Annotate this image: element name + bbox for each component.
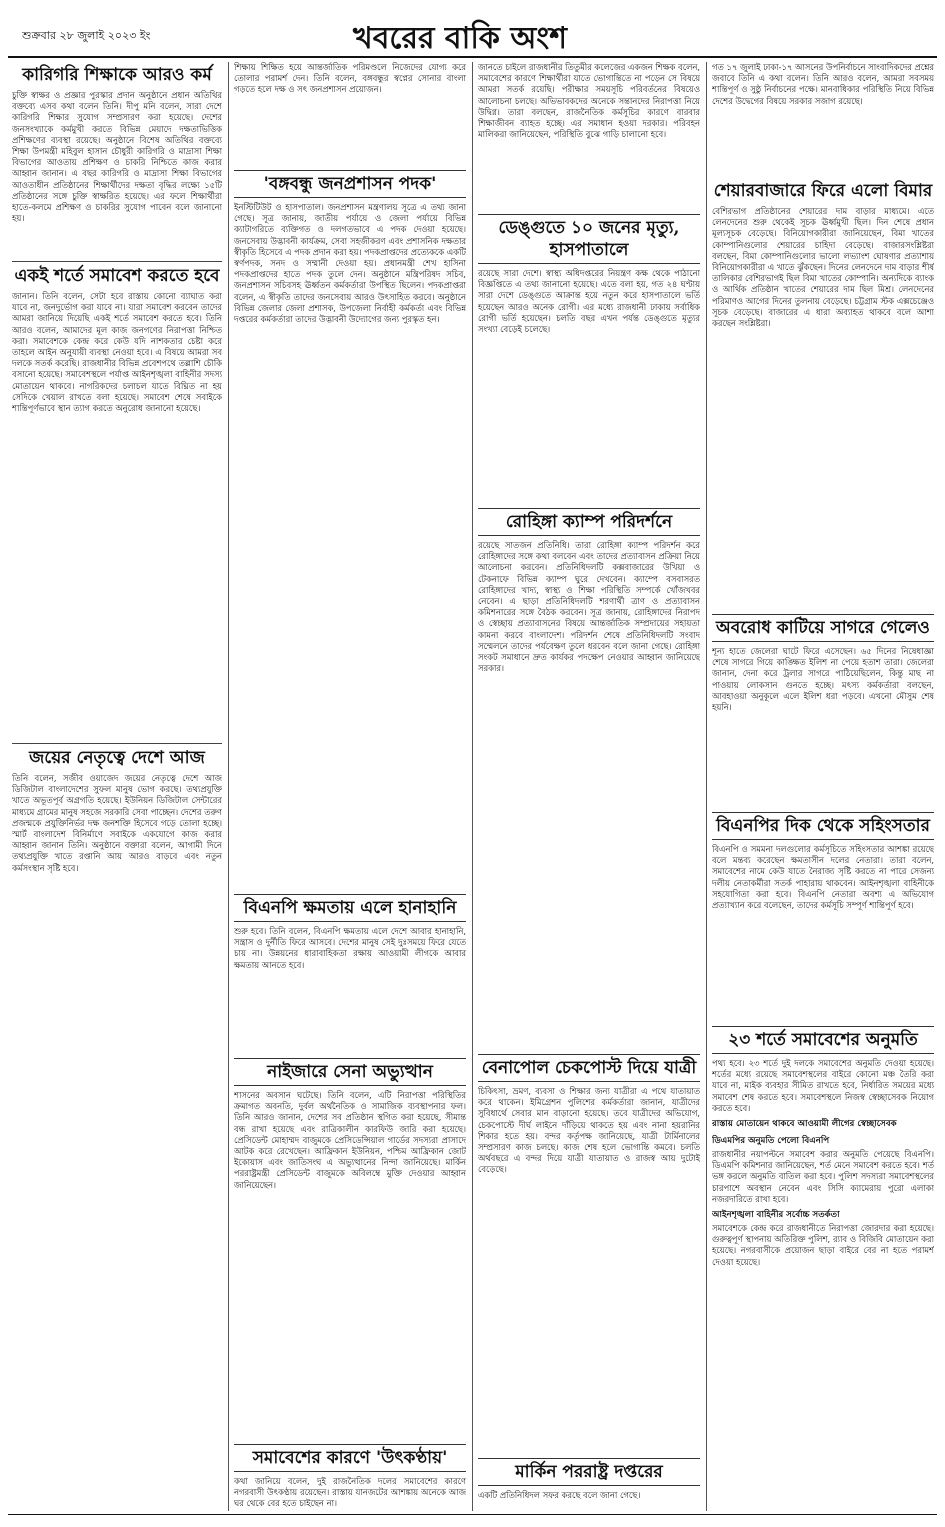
article-body: বেশিরভাগ প্রতিষ্ঠানের শেয়ারের দাম বাড়ার মাধ্যমে। এতে লেনদেনের শুরু থেকেই সূচক ঊর্ধ্বমুখী ছিল। দিন শেষে প্রধান মূল্যসূচক বেড়েছে। বিনিয়োগকারীরা জানিয়েছেন, বিমা খাতের কোম্পানিগুলোর শেয়ারের চাহিদা বেড়েছে। বাজারসংশ্লিষ্টরা বলছেন, বিমা কোম্পানিগুলোর ভালো লভ্যাংশ ঘোষণার প্রত্যাশায় বিনিয়োগকারীরা এ খাতে ঝুঁকছেন। দিনের লেনদেনে দাম বাড়ার শীর্ষ তালিকার বেশিরভাগই ছিল বিমা খাতের কোম্পানি। অন্যদিকে ব্যাংক ও আর্থিক প্রতিষ্ঠান খাতের শেয়ারের দাম ছিল মিশ্র। লেনদেনের পরিমাণও আগের দিনের তুলনায় বেড়েছে। চট্টগ্রাম স্টক এক্সচেঞ্জেও সূচক বেড়েছে। বাজারের এ ধারা অব্যাহত থাকবে বলে আশা করছেন সংশ্লিষ্টরা।	[712, 206, 934, 329]
headline: কারিগরি শিক্ষাকে আরও কর্ম	[22, 65, 212, 85]
article-body: তিনি বলেন, সজীব ওয়াজেদ জয়ের নেতৃত্বে দেশে আজ ডিজিটাল বাংলাদেশের সুফল মানুষ ভোগ করছে। তথ্যপ্রযুক্তি খাতে অভূতপূর্ব অগ্রগতি হয়েছে। ইউনিয়ন ডিজিটাল সেন্টারের মাধ্যমে গ্রামের মানুষ সহজে সরকারি সেবা পাচ্ছেন। দেশের তরুণ প্রজন্মকে প্রযুক্তিনির্ভর দক্ষ জনশক্তি হিসেবে গড়ে তোলা হচ্ছে। স্মার্ট বাংলাদেশ বিনির্মাণে সবাইকে একযোগে কাজ করার আহ্বান জানান তিনি। অনুষ্ঠানে বক্তারা বলেন, আগামী দিনে তথ্যপ্রযুক্তি খাতে রপ্তানি আয় আরও বাড়বে এবং নতুন কর্মসংস্থান সৃষ্টি হবে।	[12, 773, 222, 873]
newspaper-logo	[820, 4, 935, 54]
article-karigori	[12, 62, 222, 252]
article-continuation	[712, 62, 934, 174]
article-body: জানান। তিনি বলেন, সেটা হবে রাস্তায় কোনো ব্যাঘাত করা যাবে না, জনদুর্ভোগ করা যাবে না। যারা সমাবেশ করবেন তাদের আমরা জানিয়ে দিয়েছি একই শর্তে সমাবেশ করতে হবে। তিনি আরও বলেন, আমাদের মূল কাজ জনগণের নিরাপত্তা নিশ্চিত করা। সমাবেশকে কেন্দ্র করে কেউ যদি নাশকতার চেষ্টা করে তাহলে আইন অনুযায়ী ব্যবস্থা নেওয়া হবে। এ বিষয়ে আমরা সব দলকে সতর্ক করেছি। রাজধানীর বিভিন্ন প্রবেশপথে তল্লাশি চৌকি বসানো হয়েছে। সমাবেশস্থলে পর্যাপ্ত আইনশৃঙ্খলা বাহিনীর সদস্য মোতায়েন থাকবে। নাগরিকদের চলাচল যাতে বিঘ্নিত না হয় সেদিকে খেয়াল রাখতে বলা হয়েছে। সমাবেশ শেষে সবাইকে শান্তিপূর্ণভাবে স্থান ত্যাগ করতে অনুরোধ জানানো হয়েছে।	[12, 291, 222, 414]
headline: বিএনপি ক্ষমতায় এলে হানাহানি	[234, 894, 466, 922]
headline: শেয়ারবাজারে ফিরে এলো বিমার	[713, 181, 933, 201]
article-continuation	[478, 62, 700, 208]
headline: একই শর্তে সমাবেশ করতে হবে	[14, 266, 220, 286]
column-2	[234, 62, 466, 1511]
column-3	[478, 62, 700, 1511]
headline: বেনাপোল চেকপোস্ট দিয়ে যাত্রী	[478, 1054, 700, 1082]
headline: জয়ের নেতৃত্বে দেশে আজ	[29, 748, 205, 768]
masthead-rule	[8, 56, 937, 58]
headline: ডেঙ্গুতে ১০ জনের মৃত্যু, হাসপাতালে	[478, 214, 700, 264]
article-dengue	[478, 212, 700, 502]
article-body: একটি প্রতিনিধিদল সফর করছে বলে জানা গেছে।	[478, 1490, 641, 1500]
article-body: রয়েছে সাতজন প্রতিনিধি। তারা রোহিঙ্গা ক্যাম্প পরিদর্শন করে রোহিঙ্গাদের সঙ্গে কথা বলবেন এবং তাদের প্রত্যাবাসন প্রক্রিয়া নিয়ে আলোচনা করবেন। প্রতিনিধিদলটি কক্সবাজারের উখিয়া ও টেকনাফে বিভিন্ন ক্যাম্প ঘুরে দেখবেন। ক্যাম্পে বসবাসরত রোহিঙ্গাদের খাদ্য, স্বাস্থ্য ও শিক্ষা পরিস্থিতি সম্পর্কে খোঁজখবর নেবেন। এ ছাড়া প্রতিনিধিদলটি শরণার্থী ত্রাণ ও প্রত্যাবাসন কমিশনারের সঙ্গে বৈঠক করবেন। সূত্র জানায়, রোহিঙ্গাদের নিরাপদ ও স্বেচ্ছায় প্রত্যাবাসনের বিষয়ে আন্তর্জাতিক সম্প্রদায়ের সহায়তা কামনা করবে বাংলাদেশ। পরিদর্শন শেষে প্রতিনিধিদলটি সংবাদ সম্মেলনে তাদের পর্যবেক্ষণ তুলে ধরবেন বলে জানা গেছে। রোহিঙ্গা সংকট সমাধানে দ্রুত কার্যকর পদক্ষেপ নেওয়ার আহ্বান জানিয়েছে সরকার।	[478, 540, 700, 674]
article-benapole	[478, 1052, 700, 1452]
subheading: রাস্তায় মোতায়েন থাকবে আওয়ামী লীগের স্বেচ্ছাসেবক	[712, 1119, 897, 1130]
headline: ২৩ শর্তে সমাবেশের অনুমতি	[712, 1026, 934, 1054]
article-samabesh-shorte	[12, 258, 222, 736]
article-continuation	[234, 62, 466, 166]
article-23-conditions	[712, 1024, 934, 1510]
headline: মার্কিন পররাষ্ট্র দপ্তরের	[478, 1458, 700, 1486]
article-body: রাজধানীর নয়াপল্টনে সমাবেশ করার অনুমতি পেয়েছে বিএনপি। ডিএমপি কমিশনার জানিয়েছেন, শর্ত মেনে সমাবেশ করতে হবে। শর্ত ভঙ্গ করলে অনুমতি বাতিল করা হবে। পুলিশ সদস্যরা সমাবেশস্থলের চারপাশে অবস্থান নেবেন এবং সিসি ক্যামেরায় পুরো এলাকা নজরদারিতে রাখা হবে।	[712, 1149, 934, 1204]
page-date: শুক্রবার ২৮ জুলাই ২০২৩ ইং	[22, 29, 151, 42]
masthead	[0, 0, 945, 56]
headline: সমাবেশের কারণে 'উৎকণ্ঠায়'	[234, 1444, 466, 1472]
article-body: রয়েছে সারা দেশে। স্বাস্থ্য অধিদপ্তরের নিয়ন্ত্রণ কক্ষ থেকে পাঠানো বিজ্ঞপ্তিতে এ তথ্য জানানো হয়েছে। এতে বলা হয়, গত ২৪ ঘণ্টায় সারা দেশে ডেঙ্গুতে আক্রান্ত হয়ে নতুন করে হাসপাতালে ভর্তি হয়েছেন আরও অনেক রোগী। এর মধ্যে রাজধানী ঢাকায় সর্বাধিক রোগী ভর্তি হয়েছেন। চলতি বছর এখন পর্যন্ত ডেঙ্গুতে মৃত্যুর সংখ্যা বেড়েই চলেছে।	[478, 268, 700, 335]
article-jonoproshason-podok	[234, 168, 466, 840]
article-body: শাসনের অবসান ঘটেছে। তিনি বলেন, এটি নিরাপত্তা পরিস্থিতির ক্রমাগত অবনতি, দুর্বল অর্থনৈতিক ও সামাজিক ব্যবস্থাপনার ফল। তিনি আরও জানান, দেশের সব প্রতিষ্ঠান স্থগিত করা হয়েছে, সীমান্ত বন্ধ রাখা হয়েছে এবং রাত্রিকালীন কারফিউ জারি করা হয়েছে। প্রেসিডেন্ট মোহাম্মদ বাজুমকে প্রেসিডেন্সিয়াল গার্ডের সদস্যরা প্রাসাদে আটক করে রেখেছেন। আফ্রিকান ইউনিয়ন, পশ্চিম আফ্রিকান জোট ইকোয়াস এবং জাতিসংঘ এ অভ্যুত্থানের নিন্দা জানিয়েছে। মার্কিন পররাষ্ট্রমন্ত্রী প্রেসিডেন্ট বাজুমকে অবিলম্বে মুক্তি দেওয়ার আহ্বান জানিয়েছেন।	[234, 1090, 466, 1190]
article-body: শিক্ষায় শিক্ষিত হয়ে আন্তর্জাতিক পরিমণ্ডলে নিজেদের যোগ্য করে তোলার পরামর্শ দেন। তিনি বলেন, বঙ্গবন্ধুর স্বপ্নের সোনার বাংলা গড়তে হলে দক্ষ ও সৎ জনপ্রশাসন প্রয়োজন।	[234, 62, 466, 95]
article-body: চুক্তি স্বাক্ষর ও প্রজ্ঞার পুরস্কার প্রদান অনুষ্ঠানে প্রধান অতিথির বক্তব্যে এসব কথা বলেন তিনি। দীপু মনি বলেন, সারা দেশে কারিগরি শিক্ষার সুযোগ সম্প্রসারণ করা হয়েছে। দেশের জনসংখ্যাকে কর্মমুখী করতে বিভিন্ন মেয়াদে দক্ষতাভিত্তিক প্রশিক্ষণের ব্যবস্থা রয়েছে। অনুষ্ঠানে বিশেষ অতিথির বক্তব্যে শিক্ষা উপমন্ত্রী মহিবুল হাসান চৌধুরী কারিগরি ও মাদ্রাসা শিক্ষা বিভাগের আওতায় প্রশিক্ষণ ও চাকরি নিশ্চিতে কাজ করার আহ্বান জানান। এ বছর কারিগরি ও মাদ্রাসা শিক্ষা বিভাগের আওতাধীন প্রতিষ্ঠানের শিক্ষার্থীদের দক্ষতা বৃদ্ধির লক্ষ্যে ১৫টি প্রতিষ্ঠানের সঙ্গে চুক্তি স্বাক্ষরিত হয়েছে। এর ফলে শিক্ষার্থীরা হাতে-কলমে প্রশিক্ষণ ও চাকরির সুযোগ পাবেন বলে জানানো হয়।	[12, 90, 222, 224]
article-body: কথা জানিয়ে বলেন, দুই রাজনৈতিক দলের সমাবেশের কারণে নগরবাসী উৎকণ্ঠায় রয়েছেন। রাস্তায় যানজটের আশঙ্কায় অনেকে আজ ঘর থেকে বের হতে চাইছেন না।	[234, 1476, 466, 1509]
headline: রোহিঙ্গা ক্যাম্প পরিদর্শনে	[478, 508, 700, 536]
article-utkontha	[234, 1442, 466, 1510]
divider	[12, 261, 222, 262]
headline: নাইজারে সেনা অভ্যুত্থান	[234, 1058, 466, 1086]
section-title: খবরের বাকি অংশ	[353, 21, 567, 56]
article-us-state-dept	[478, 1456, 700, 1510]
article-body: পথ্য হবে। ২৩ শর্তে দুই দলকে সমাবেশের অনুমতি দেওয়া হয়েছে। শর্তের মধ্যে রয়েছে সমাবেশস্থলের বাইরে কোনো মঞ্চ তৈরি করা যাবে না, মাইক ব্যবহার সীমিত রাখতে হবে, নির্ধারিত সময়ের মধ্যে সমাবেশ শেষ করতে হবে। সমাবেশস্থলে নিজস্ব স্বেচ্ছাসেবক নিয়োগ করতে হবে।	[712, 1058, 934, 1113]
article-body: জানতে চাইলে রাজধানীর তিতুমীর কলেজের একজন শিক্ষক বলেন, সমাবেশের কারণে শিক্ষার্থীরা যাতে ভোগান্তিতে না পড়েন সে বিষয়ে আমরা সতর্ক রয়েছি। পরীক্ষার সময়সূচি পরিবর্তনের বিষয়েও আলোচনা চলছে। অভিভাবকদের অনেকে সন্তানদের নিরাপত্তা নিয়ে উদ্বিগ্ন। তারা বলছেন, রাজনৈতিক কর্মসূচির কারণে বারবার শিক্ষাজীবন ব্যাহত হচ্ছে। এর সমাধান হওয়া দরকার। পরিবহন মালিকরা জানিয়েছেন, পরিস্থিতি বুঝে গাড়ি চালানো হবে।	[478, 62, 700, 140]
article-bnp-sohingsota	[712, 810, 934, 1020]
article-share-market	[712, 178, 934, 608]
article-body: শুরু হবে। তিনি বলেন, বিএনপি ক্ষমতায় এলে দেশে আবার হানাহানি, সন্ত্রাস ও দুর্নীতি ফিরে আসবে। দেশের মানুষ সেই দুঃসময়ে ফিরে যেতে চায় না। উন্নয়নের ধারাবাহিকতা রক্ষায় আওয়ামী লীগকে আবার ক্ষমতায় আনতে হবে।	[234, 926, 466, 970]
article-niger	[234, 1056, 466, 1440]
article-body: ইনস্টিটিউট ও হাসপাতাল। জনপ্রশাসন মন্ত্রণালয় সূত্রে এ তথ্য জানা গেছে। সূত্র জানায়, জাতীয় পর্যায়ে ও জেলা পর্যায়ে বিভিন্ন ক্যাটাগরিতে ব্যক্তিগত ও দলগতভাবে এ পদক দেওয়া হয়েছে। জনসেবায় উদ্ভাবনী কার্যক্রম, সেবা সহজীকরণ এবং প্রশাসনিক দক্ষতার স্বীকৃতি হিসেবে এ পদক প্রদান করা হয়। পদকপ্রাপ্তদের প্রত্যেককে একটি স্বর্ণপদক, সনদ ও সম্মানী দেওয়া হয়। প্রধানমন্ত্রী শেখ হাসিনা পদকপ্রাপ্তদের হাতে পদক তুলে দেন। অনুষ্ঠানে মন্ত্রিপরিষদ সচিব, জনপ্রশাসন সচিবসহ ঊর্ধ্বতন কর্মকর্তারা উপস্থিত ছিলেন। পদকপ্রাপ্তরা বলেন, এ স্বীকৃতি তাদের জনসেবায় আরও উৎসাহিত করবে। অনুষ্ঠানে বিভিন্ন জেলার জেলা প্রশাসক, উপজেলা নির্বাহী কর্মকর্তা এবং বিভিন্ন দপ্তরের কর্মকর্তারা তাদের উদ্ভাবনী উদ্যোগের জন্য পুরস্কৃত হন।	[234, 202, 466, 325]
column-4	[712, 62, 934, 1511]
article-body: গত ১৭ জুলাই ঢাকা-১৭ আসনের উপনির্বাচনে সাংবাদিকদের প্রশ্নের জবাবে তিনি এ কথা বলেন। তিনি আরও বলেন, আমরা সবসময় শান্তিপূর্ণ ও সুষ্ঠু নির্বাচনের পক্ষে। মানবাধিকার পরিস্থিতি নিয়ে বিভিন্ন দেশের উদ্বেগের বিষয়ে সরকার সজাগ রয়েছে।	[712, 62, 934, 106]
article-rohingya	[478, 506, 700, 1046]
article-body: সমাবেশকে কেন্দ্র করে রাজধানীতে নিরাপত্তা জোরদার করা হয়েছে। গুরুত্বপূর্ণ স্থাপনায় অতিরিক্ত পুলিশ, র‍্যাব ও বিজিবি মোতায়েন করা হয়েছে। নগরবাসীকে প্রয়োজন ছাড়া বাইরে বের না হতে পরামর্শ দেওয়া হয়েছে।	[712, 1223, 934, 1267]
subheading: আইনশৃঙ্খলা বাহিনীর সর্বোচ্চ সতর্কতা	[712, 1210, 840, 1221]
headline: অবরোধ কাটিয়ে সাগরে গেলেও	[712, 614, 934, 642]
article-body: শূন্য হাতে জেলেরা ঘাটে ফিরে এসেছেন। ৬৫ দিনের নিষেধাজ্ঞা শেষে সাগরে গিয়ে কাঙ্ক্ষিত ইলিশ না পেয়ে হতাশ তারা। জেলেরা জানান, দেনা করে ট্রলার সাগরে পাঠিয়েছিলেন, কিন্তু মাছ না পাওয়ায় লোকসান গুনতে হচ্ছে। মৎস্য কর্মকর্তারা বলছেন, আবহাওয়া অনুকূলে এলে ইলিশ ধরা পড়বে। এখনো মৌসুম শেষ হয়নি।	[712, 646, 934, 713]
column-1	[12, 62, 222, 1511]
column-divider	[228, 62, 229, 1511]
column-divider	[472, 62, 473, 1511]
footer-rule	[8, 1514, 937, 1515]
article-abarodh	[712, 612, 934, 804]
article-joy	[12, 740, 222, 1510]
headline: 'বঙ্গবন্ধু জনপ্রশাসন পদক'	[234, 170, 466, 198]
article-body: বিএনপি ও সমমনা দলগুলোর কর্মসূচিতে সহিংসতার আশঙ্কা রয়েছে বলে মন্তব্য করেছেন ক্ষমতাসীন দলের নেতারা। তারা বলেন, সমাবেশের নামে কেউ যাতে নৈরাজ্য সৃষ্টি করতে না পারে সেজন্য দলীয় নেতাকর্মীরা সতর্ক পাহারায় থাকবেন। আইনশৃঙ্খলা বাহিনীকে সহযোগিতা করা হবে। বিএনপি নেতারা অবশ্য এ অভিযোগ প্রত্যাখ্যান করে বলেছেন, তাদের কর্মসূচি সম্পূর্ণ শান্তিপূর্ণ হবে।	[712, 844, 934, 911]
subheading: ডিএমপির অনুমতি পেলো বিএনপি	[712, 1136, 830, 1147]
column-divider	[706, 62, 707, 1511]
headline: বিএনপির দিক থেকে সহিংসতার	[712, 812, 934, 840]
article-body: চিকিৎসা, ভ্রমণ, ব্যবসা ও শিক্ষার জন্য যাত্রীরা এ পথে যাতায়াত করে থাকেন। ইমিগ্রেশন পুলিশের কর্মকর্তারা জানান, যাত্রীদের সুবিধার্থে সেবার মান বাড়ানো হয়েছে। তবে যাত্রীদের অভিযোগ, চেকপোস্টে দীর্ঘ লাইনে দাঁড়িয়ে থাকতে হয় এবং নানা হয়রানির শিকার হতে হয়। বন্দর কর্তৃপক্ষ জানিয়েছে, যাত্রী টার্মিনালের সম্প্রসারণ কাজ চলছে। কাজ শেষ হলে ভোগান্তি কমবে। চলতি অর্থবছরে এ বন্দর দিয়ে যাত্রী যাতায়াত ও রাজস্ব আয় দুটোই বেড়েছে।	[478, 1086, 700, 1175]
article-bnp-hanahani	[234, 892, 466, 1052]
divider	[12, 743, 222, 744]
